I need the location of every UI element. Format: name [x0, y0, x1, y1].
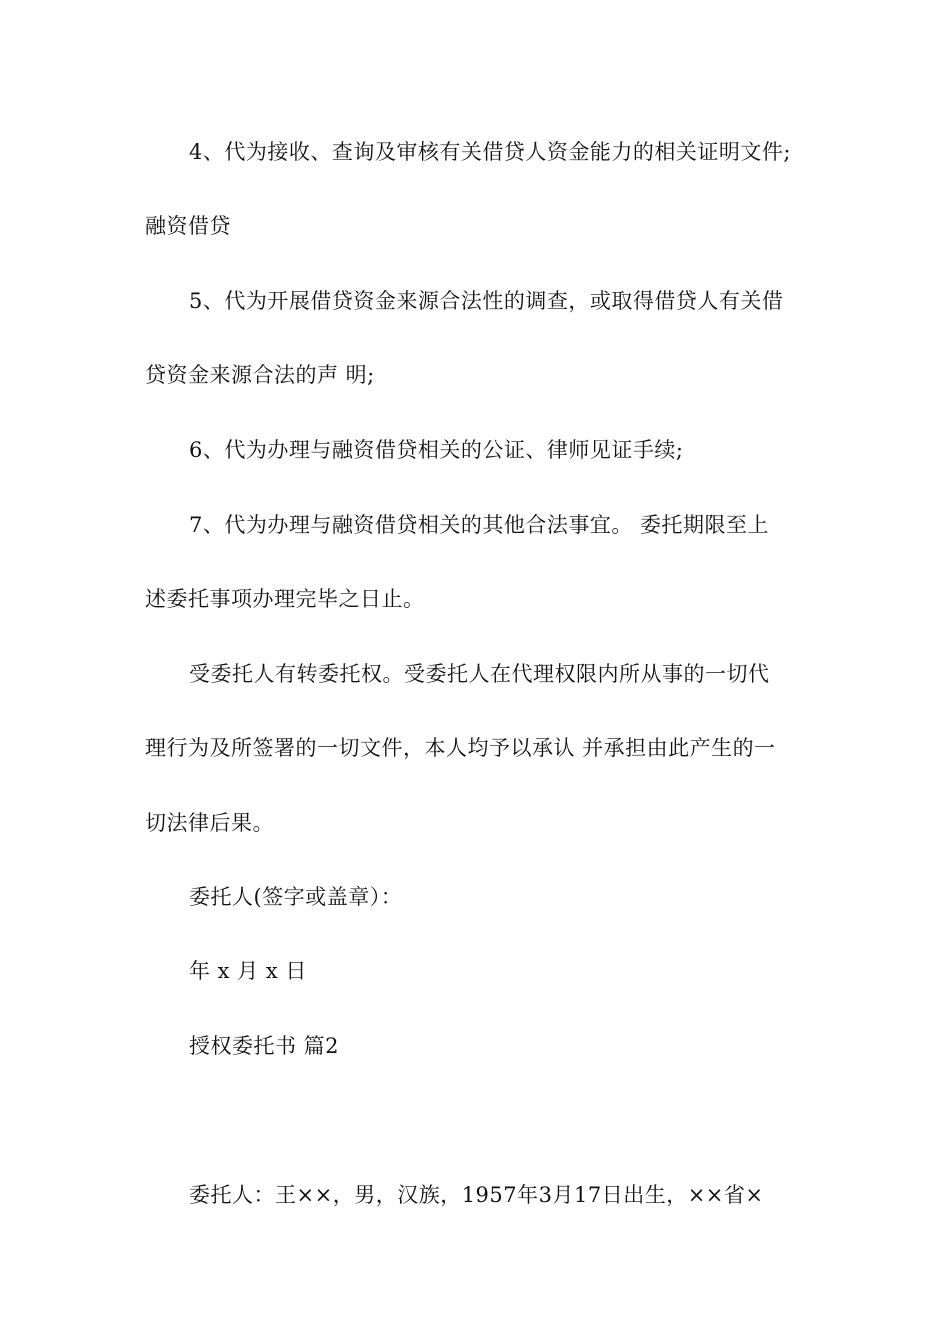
item-7-line-2: 述委托事项办理完毕之日止。: [145, 587, 425, 611]
sub-delegation-line-3: 切法律后果。: [145, 811, 274, 835]
item-6-line: 6、代为办理与融资借贷相关的公证、律师见证手续;: [189, 438, 684, 462]
item-5-line-2: 贷资金来源合法的声 明;: [145, 363, 375, 387]
item-4-line-2: 融资借贷: [145, 214, 231, 238]
item-4-line-1: 4、代为接收、查询及审核有关借贷人资金能力的相关证明文件;: [189, 140, 791, 164]
section-heading: 授权委托书 篇2: [189, 1034, 340, 1058]
date-line: 年 x 月 x 日: [189, 959, 307, 983]
sub-delegation-line-2: 理行为及所签署的一切文件，本人均予以承认 并承担由此产生的一: [145, 736, 776, 760]
signature-label: 委托人(签字或盖章）：: [189, 885, 403, 909]
principal-info-line: 委托人：王××，男，汉族，1957年3月17日出生，××省×: [189, 1183, 764, 1207]
item-5-line-1: 5、代为开展借贷资金来源合法性的调查，或取得借贷人有关借: [189, 289, 784, 313]
item-7-line-1: 7、代为办理与融资借贷相关的其他合法事宜。 委托期限至上: [189, 513, 770, 537]
sub-delegation-line-1: 受委托人有转委托权。受委托人在代理权限内所从事的一切代: [189, 662, 770, 686]
